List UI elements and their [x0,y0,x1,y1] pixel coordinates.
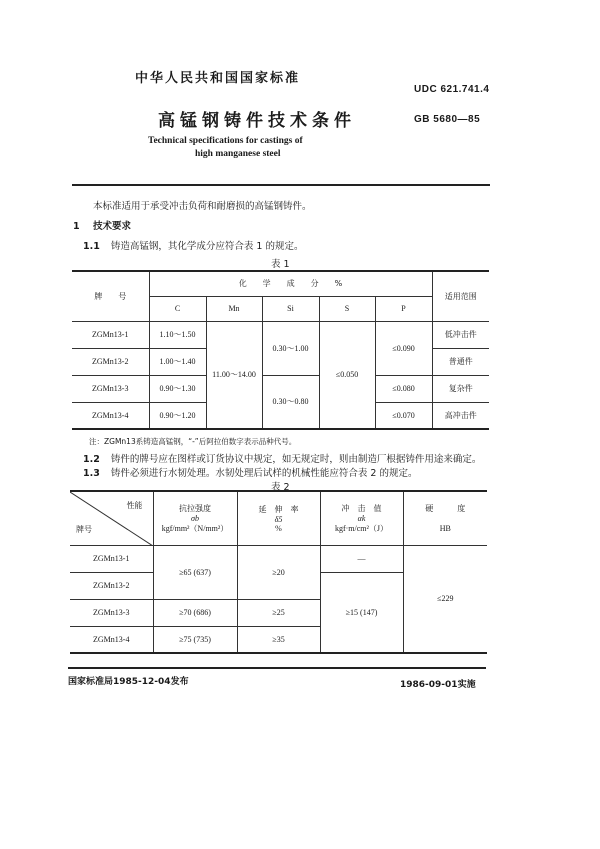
header-diagonal-cell [70,491,153,545]
tensile-cell: ≥65 (637) [153,545,237,599]
table-1-chemical-composition [72,270,489,430]
header-c: C [149,296,206,321]
clause-text: 铸造高锰钢，其化学成分应符合表 1 的规定。 [110,241,304,252]
header-grade: 牌 号 [72,271,149,321]
c-cell: 1.00～1.40 [149,348,206,375]
elongation-cell: ≥25 [237,599,320,626]
mn-cell: 11.00～14.00 [206,321,262,429]
clause-text: 铸件的牌号应在图样或订货协议中规定，如无规定时，则由制造厂根据铸件用途来确定。 [110,454,482,465]
header-divider [72,184,490,186]
clause-1-2 [83,451,481,465]
elongation-cell: ≥35 [237,626,320,653]
header-si: Si [262,296,319,321]
table-row [72,321,489,348]
clause-number: 1.2 [83,454,100,465]
p-cell: ≤0.090 [375,321,432,375]
si-cell: 0.30～1.00 [262,321,319,375]
issue-date: 国家标准局1985-12-04发布 [68,677,189,687]
tensile-cell: ≥75 (735) [153,626,237,653]
footer-divider [68,667,486,669]
header-p: P [375,296,432,321]
table-2-mechanical-properties [70,490,487,654]
usage-cell: 高冲击件 [432,402,489,429]
document-title-cn: 高锰钢铸件技术条件 [158,111,356,131]
impact-unit: kgf·m/cm²（J） [334,523,389,533]
table2-caption: 表 2 [271,482,290,493]
usage-cell: 低冲击件 [432,321,489,348]
impact-cell: — [320,545,403,572]
tensile-cell: ≥70 (686) [153,599,237,626]
clause-number: 1.1 [83,241,100,252]
clause-1-3 [83,465,417,479]
elongation-symbol: δ5 [274,514,283,524]
c-cell: 0.90～1.30 [149,375,206,402]
impact-label: 冲 击 值 [341,503,382,513]
effective-date: 1986-09-01实施 [400,680,476,690]
elongation-cell: ≥20 [237,545,320,599]
issuing-organization: 中华人民共和国国家标准 [135,71,301,86]
intro-paragraph: 本标准适用于承受冲击负荷和耐磨损的高锰钢铸件。 [93,201,312,212]
table1-caption: 表 1 [271,259,290,270]
udc-code: UDC 621.741.4 [414,84,490,95]
header-mn: Mn [206,296,262,321]
header-grade: 牌号 [76,524,92,534]
impact-cell: ≥15 (147) [320,572,403,653]
table1-note: 注：ZGMn13系铸造高锰钢，“-”后阿拉伯数字表示品种代号。 [89,437,297,446]
section-1-heading [73,218,131,232]
si-cell: 0.30～0.80 [262,375,319,429]
p-cell: ≤0.080 [375,375,432,402]
grade-cell: ZGMn13-2 [72,348,149,375]
document-title-en-line2: high manganese steel [195,149,281,159]
grade-cell: ZGMn13-1 [72,321,149,348]
hardness-label: 硬 度 [425,504,466,514]
header-hardness [403,491,487,545]
clause-1-1 [83,238,303,252]
section-number: 1 [73,221,80,232]
c-cell: 1.10～1.50 [149,321,206,348]
grade-cell: ZGMn13-4 [72,402,149,429]
impact-symbol: αk [357,513,366,523]
header-composition: 化 学 成 分 % [149,271,432,296]
usage-cell: 复杂件 [432,375,489,402]
header-property: 性能 [126,501,143,510]
hardness-unit: HB [439,524,451,534]
table-row [70,545,487,572]
header-s: S [319,296,375,321]
hardness-cell: ≤229 [403,545,487,653]
standard-number: GB 5680—85 [414,114,481,125]
clause-text: 铸件必须进行水韧处理。水韧处理后试样的机械性能应符合表 2 的规定。 [110,468,418,479]
tensile-unit: kgf/mm²（N/mm²） [161,523,229,533]
section-title: 技术要求 [92,221,131,232]
clause-number: 1.3 [83,468,100,479]
grade-cell: ZGMn13-3 [70,599,153,626]
header-usage: 适用范围 [432,271,489,321]
header-impact [320,491,403,545]
header-tensile [153,491,237,545]
p-cell: ≤0.070 [375,402,432,429]
tensile-symbol: σb [191,513,199,523]
elongation-label: 延 伸 率 [258,504,299,514]
c-cell: 0.90～1.20 [149,402,206,429]
grade-cell: ZGMn13-2 [70,572,153,599]
grade-cell: ZGMn13-3 [72,375,149,402]
grade-cell: ZGMn13-4 [70,626,153,653]
usage-cell: 普通件 [432,348,489,375]
table-row [72,375,489,402]
tensile-label: 抗拉强度 [179,503,211,513]
s-cell: ≤0.050 [319,321,375,429]
header-elongation [237,491,320,545]
grade-cell: ZGMn13-1 [70,545,153,572]
document-title-en-line1: Technical specifications for castings of [148,136,303,146]
elongation-unit: % [275,523,282,533]
